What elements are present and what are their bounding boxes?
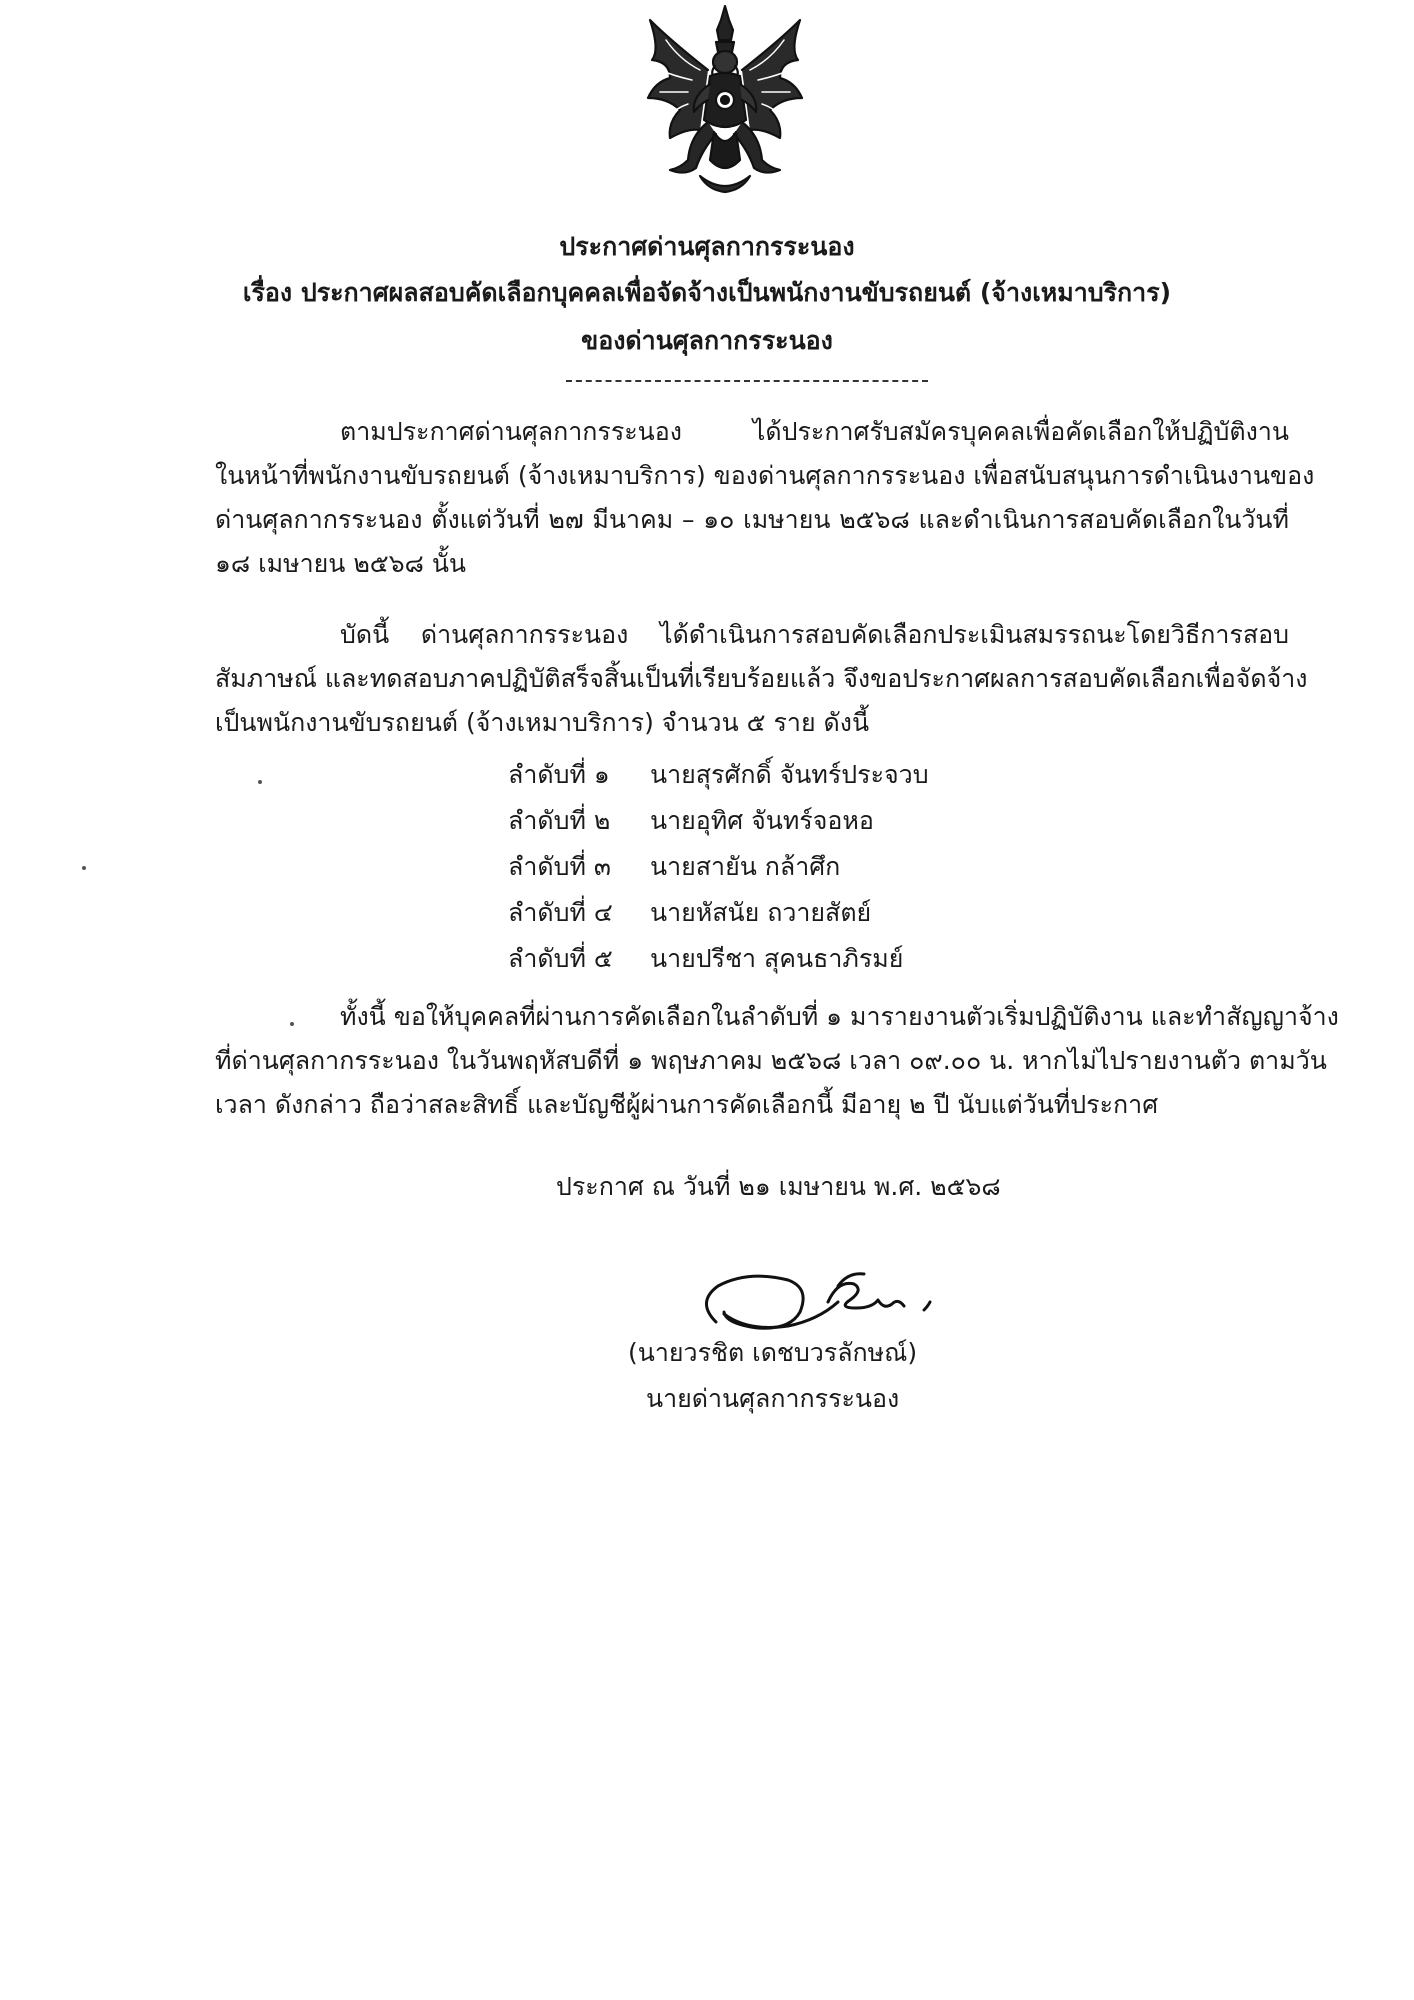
candidate-order: ลำดับที่ ๓: [508, 852, 611, 881]
announcement-subject: เรื่อง ประกาศผลสอบคัดเลือกบุคคลเพื่อจัดจ้างเป็นพนักงานขับรถยนต์ (จ้างเหมาบริการ): [242, 278, 1172, 307]
paragraph-3-line-2: ที่ด่านศุลกากรระนอง ในวันพฤหัสบดีที่ ๑ พฤษภาคม ๒๕๖๘ เวลา ๐๙.๐๐ น. หากไม่ไปรายงานตัว ตามวัน: [215, 1046, 1327, 1075]
candidate-order: ลำดับที่ ๒: [508, 806, 611, 835]
scan-speck: [82, 866, 86, 870]
paragraph-2-line-2: สัมภาษณ์ และทดสอบภาคปฏิบัติสร็จสิ้นเป็นที่เรียบร้อยแล้ว จึงขอประกาศผลการสอบคัดเลือกเพื่อจัดจ้าง: [215, 664, 1308, 693]
paragraph-1-line-3: ด่านศุลกากรระนอง ตั้งแต่วันที่ ๒๗ มีนาคม – ๑๐ เมษายน ๒๕๖๘ และดำเนินการสอบคัดเลือกในวันที่: [215, 505, 1289, 534]
paragraph-2-line-1: บัดนี้ ด่านศุลกากรระนอง ได้ดำเนินการสอบคัดเลือกประเมินสมรรถนะโดยวิธีการสอบ: [340, 620, 1289, 649]
candidate-order: ลำดับที่ ๔: [508, 898, 613, 927]
paragraph-3-line-1: ทั้งนี้ ขอให้บุคคลที่ผ่านการคัดเลือกในลำดับที่ ๑ มารายงานตัวเริ่มปฏิบัติงาน และทำสัญญาจ้าง: [340, 1002, 1339, 1031]
announcement-title: ประกาศด่านศุลกากรระนอง: [559, 232, 855, 261]
candidate-name: นายสุรศักดิ์ จันทร์ประจวบ: [650, 760, 929, 789]
candidate-order: ลำดับที่ ๕: [508, 944, 613, 973]
paragraph-3-line-3: เวลา ดังกล่าว ถือว่าสละสิทธิ์ และบัญชีผู้ผ่านการคัดเลือกนี้ มีอายุ ๒ ปี นับแต่วันที่ประกาศ: [215, 1090, 1159, 1119]
handwritten-signature: [688, 1262, 948, 1342]
paragraph-1-line-1: ตามประกาศด่านศุลกากรระนอง ได้ประกาศรับสมัครบุคคลเพื่อคัดเลือกให้ปฏิบัติงาน: [340, 417, 1289, 446]
signer-name: (นายวรชิต เดชบวรลักษณ์): [628, 1338, 918, 1367]
signer-title: นายด่านศุลกากรระนอง: [646, 1384, 900, 1413]
paragraph-1-line-4: ๑๘ เมษายน ๒๕๖๘ นั้น: [215, 549, 467, 578]
scan-speck: [258, 780, 262, 784]
candidate-name: นายหัสนัย ถวายสัตย์: [650, 898, 872, 927]
candidate-name: นายสายัน กล้าศึก: [650, 852, 841, 881]
garuda-emblem-icon: [630, 0, 820, 215]
scan-speck: [290, 1022, 294, 1026]
candidate-name: นายปรีชา สุคนธาภิรมย์: [650, 944, 904, 973]
candidate-name: นายอุทิศ จันทร์จอหอ: [650, 806, 874, 835]
announcement-date: ประกาศ ณ วันที่ ๒๑ เมษายน พ.ศ. ๒๕๖๘: [556, 1172, 1001, 1201]
paragraph-1-line-2: ในหน้าที่พนักงานขับรถยนต์ (จ้างเหมาบริการ) ของด่านศุลกากรระนอง เพื่อสนับสนุนการดำเนินงานของ: [215, 461, 1315, 490]
announcement-issuer: ของด่านศุลกากรระนอง: [581, 326, 833, 355]
heading-divider: [566, 380, 928, 382]
candidate-order: ลำดับที่ ๑: [508, 760, 610, 789]
paragraph-2-line-3: เป็นพนักงานขับรถยนต์ (จ้างเหมาบริการ) จำนวน ๕ ราย ดังนี้: [215, 708, 870, 737]
